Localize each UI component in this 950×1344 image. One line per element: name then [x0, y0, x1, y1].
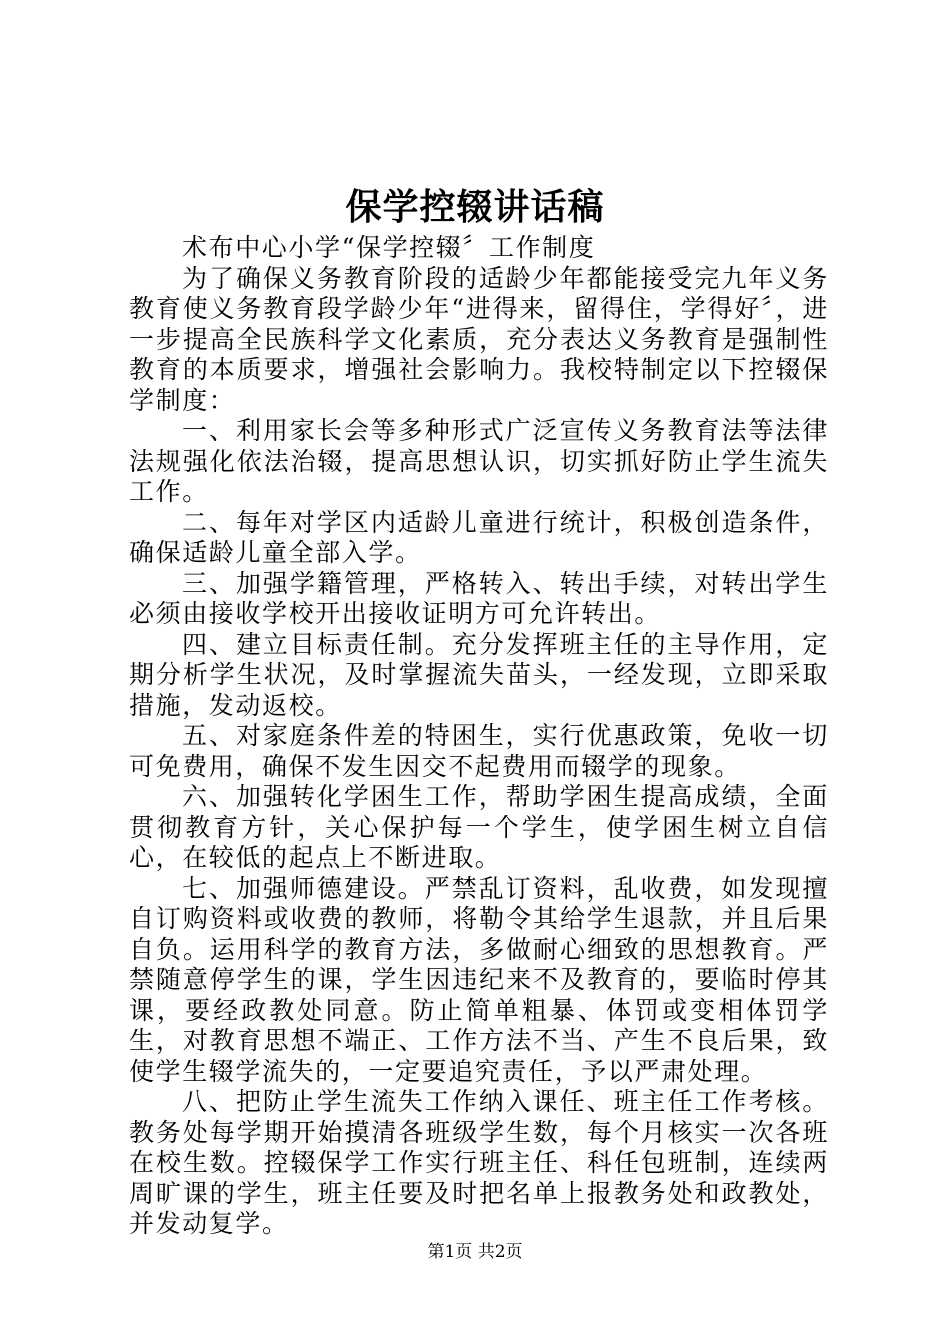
paragraph-item-2: 二、每年对学区内适龄儿童进行统计，积极创造条件，确保适龄儿童全部入学。 — [129, 507, 829, 567]
paragraph-item-4: 四、建立目标责任制。充分发挥班主任的主导作用，定期分析学生状况，及时掌握流失苗头，一经发现，立即采取措施，发动返校。 — [129, 629, 829, 720]
document-body — [129, 233, 829, 1240]
paragraph-item-8: 八、把防止学生流失工作纳入课任、班主任工作考核。教务处每学期开始摸清各班级学生数，每个月核实一次各班在校生数。控辍保学工作实行班主任、科任包班制，连续两周旷课的学生，班主任要及时把名单上报教务处和政教处，并发动复学。 — [129, 1087, 829, 1238]
paragraph-item-6: 六、加强转化学困生工作，帮助学困生提高成绩，全面贯彻教育方针，关心保护每一个学生，使学困生树立自信心，在较低的起点上不断进取。 — [129, 782, 829, 872]
document-title: 保学控辍讲话稿 — [345, 186, 605, 228]
paragraph-intro: 为了确保义务教育阶段的适龄少年都能接受完九年义务教育使义务教育段学龄少年“进得来，留得住，学得好〞，进一步提高全民族科学文化素质，充分表达义务教育是强制性教育的本质要求，增强社会影响力。我校特制定以下控辍保学制度： — [129, 263, 829, 415]
paragraph-subtitle: 术布中心小学“保学控辍〞工作制度 — [182, 233, 596, 262]
page-footer: 第1页 共2页 — [427, 1242, 523, 1262]
paragraph-item-3: 三、加强学籍管理，严格转入、转出手续，对转出学生必须由接收学校开出接收证明方可允许转出。 — [129, 568, 829, 628]
paragraph-item-5: 五、对家庭条件差的特困生，实行优惠政策，免收一切可免费用，确保不发生因交不起费用而辍学的现象。 — [129, 721, 829, 781]
paragraph-item-7: 七、加强师德建设。严禁乱订资料，乱收费，如发现擅自订购资料或收费的教师，将勒令其给学生退款，并且后果自负。运用科学的教育方法，多做耐心细致的思想教育。严禁随意停学生的课，学生因违纪来不及教育的，要临时停其课，要经政教处同意。防止简单粗暴、体罚或变相体罚学生，对教育思想不端正、工作方法不当、产生不良后果，致使学生辍学流失的，一定要追究责任，予以严肃处理。 — [129, 873, 829, 1086]
paragraph-item-1: 一、利用家长会等多种形式广泛宣传义务教育法等法律法规强化依法治辍，提高思想认识，切实抓好防止学生流失工作。 — [129, 416, 829, 506]
